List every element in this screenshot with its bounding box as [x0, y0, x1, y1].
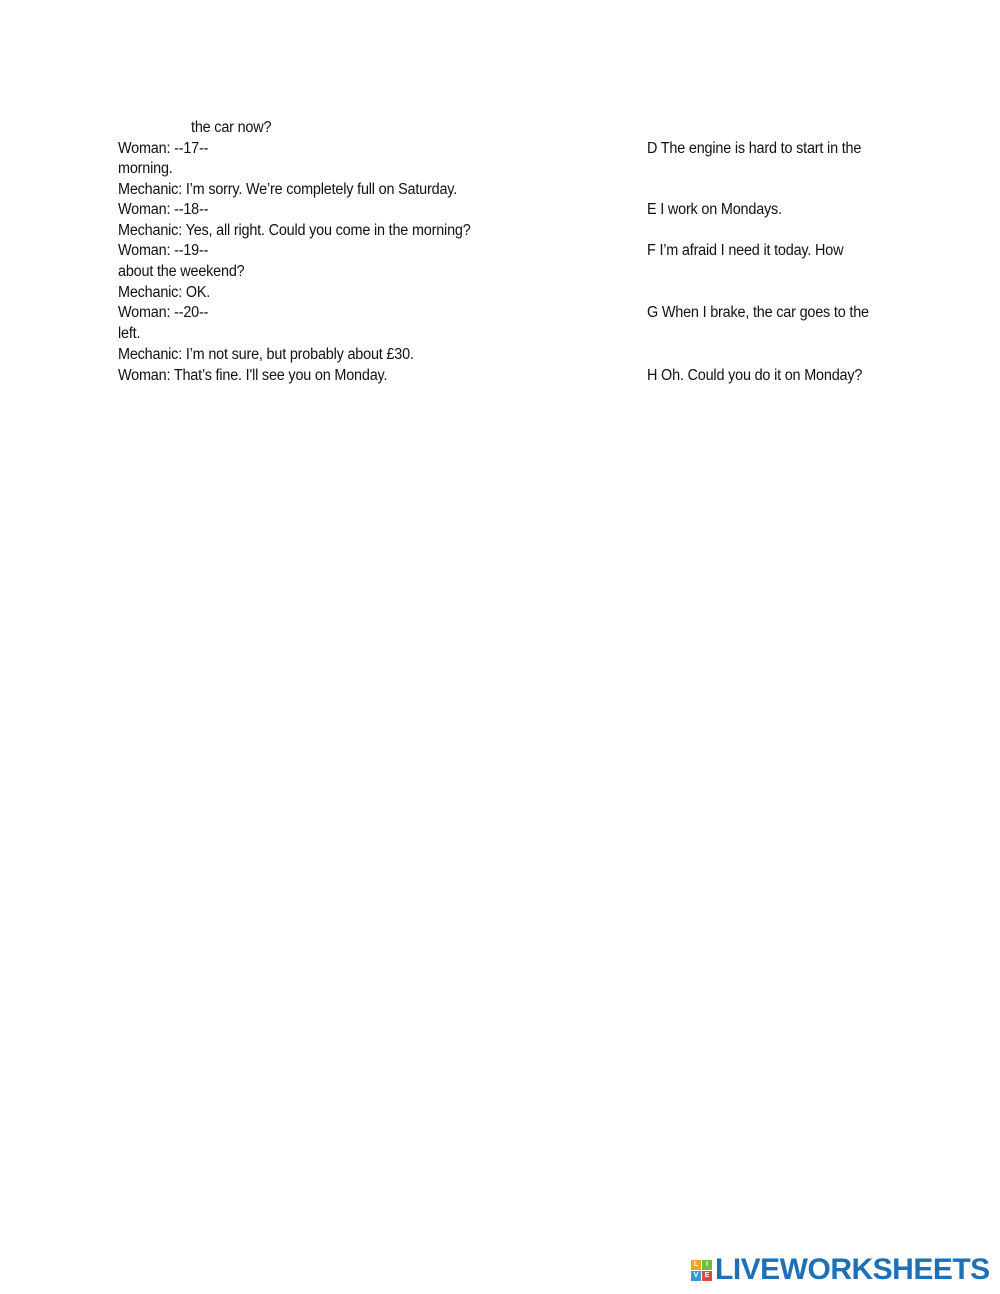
- option-e: E I work on Mondays.: [647, 201, 782, 218]
- dialogue-line-q18: Woman: --18--: [118, 201, 209, 218]
- option-f: F I’m afraid I need it today. How: [647, 242, 844, 259]
- dialogue-line: Mechanic: OK.: [118, 284, 211, 301]
- dialogue-line: Mechanic: Yes, all right. Could you come in the morning?: [118, 222, 471, 239]
- logo-cell: V: [691, 1271, 701, 1281]
- option-h: H Oh. Could you do it on Monday?: [647, 367, 863, 384]
- liveworksheets-logo: [691, 1255, 990, 1285]
- dialogue-line: Mechanic: I’m sorry. We’re completely full on Saturday.: [118, 181, 458, 198]
- option-d: D The engine is hard to start in the: [647, 140, 862, 157]
- option-g: G When I brake, the car goes to the: [647, 304, 869, 321]
- dialogue-line-q19: Woman: --19--: [118, 242, 209, 259]
- dialogue-line: Woman: That’s fine. I'll see you on Monday.: [118, 367, 388, 384]
- dialogue-line: left.: [118, 325, 141, 342]
- logo-grid-icon: [691, 1260, 712, 1281]
- logo-cell: I: [702, 1260, 712, 1270]
- dialogue-line-q17: Woman: --17--: [118, 140, 209, 157]
- logo-text: LIVEWORKSHEETS: [715, 1253, 990, 1286]
- dialogue-line-q20: Woman: --20--: [118, 304, 209, 321]
- logo-cell: L: [691, 1260, 701, 1270]
- dialogue-line: Mechanic: I’m not sure, but probably about £30.: [118, 346, 414, 363]
- dialogue-line: morning.: [118, 160, 173, 177]
- dialogue-line: the car now?: [191, 119, 272, 136]
- dialogue-line: about the weekend?: [118, 263, 245, 280]
- logo-cell: E: [702, 1271, 712, 1281]
